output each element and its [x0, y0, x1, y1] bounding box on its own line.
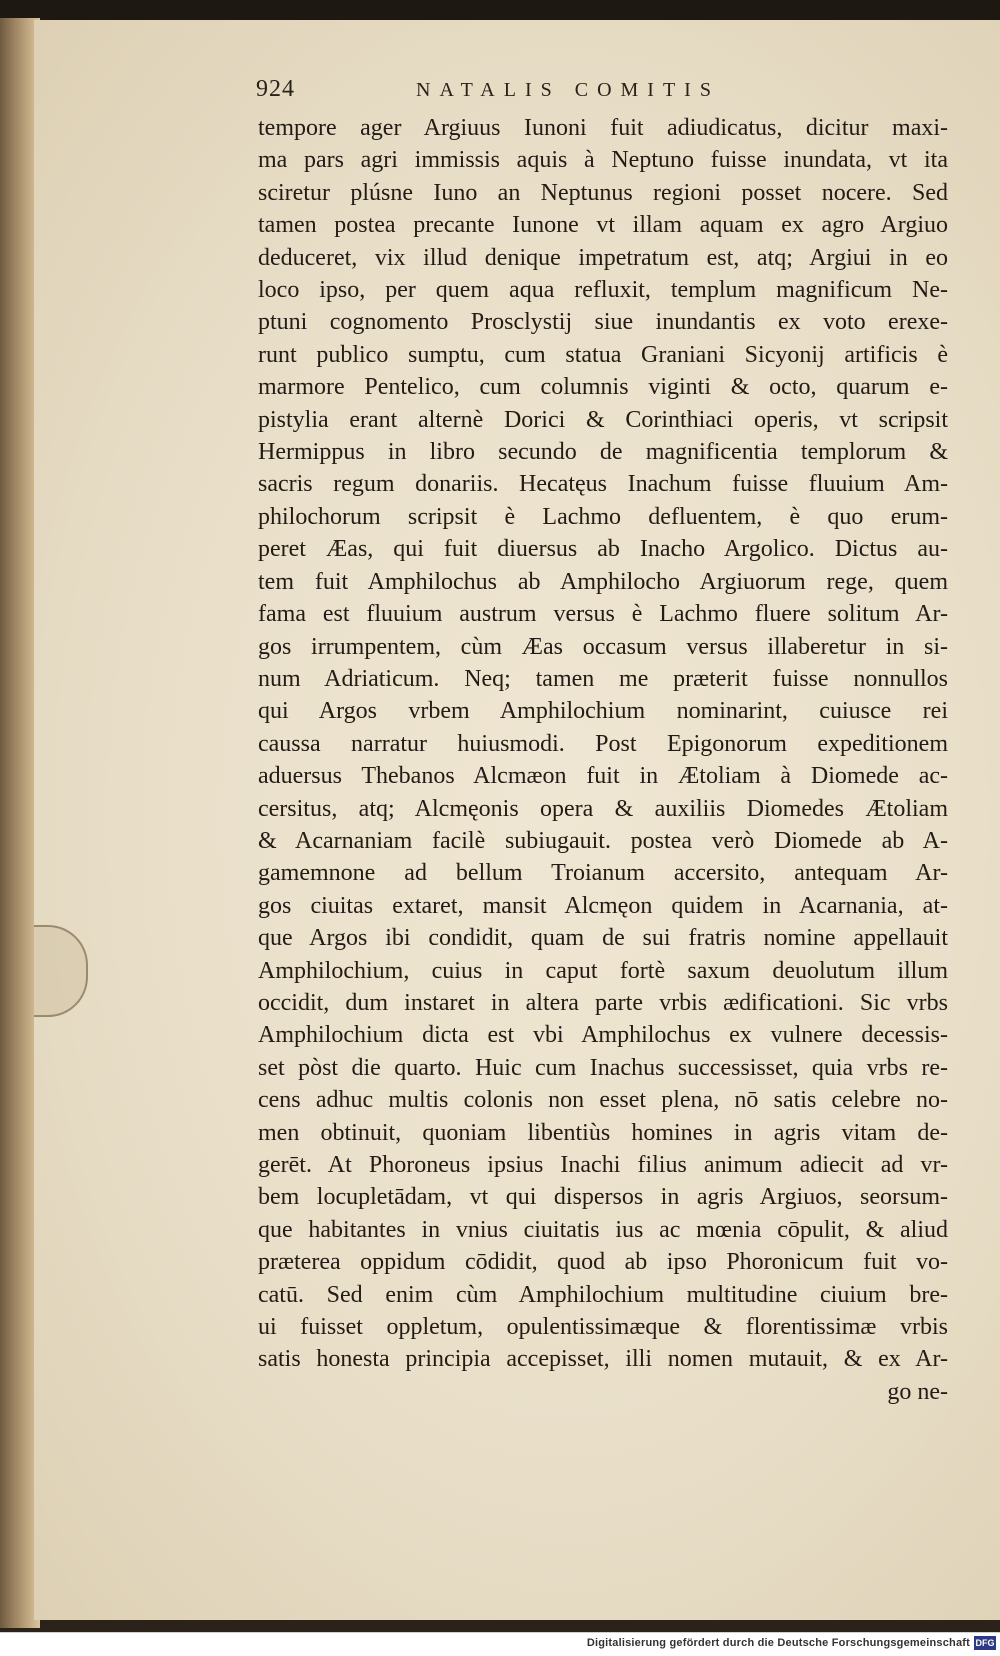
text-line: ptuni cognomento Prosclystij siue inundantis ex voto erexe-: [258, 309, 948, 336]
footer-credit: Digitalisierung gefördert durch die Deutsche Forschungsgemeinschaft: [586, 1637, 970, 1649]
dfg-logo: DFG: [975, 1638, 995, 1648]
text-line: loco ipso, per quem aqua refluxit, templum magnificum Ne-: [258, 277, 948, 304]
text-line: qui Argos vrbem Amphilochium nominarint, cuiusce rei: [258, 698, 948, 725]
text-line: gos irrumpentem, cùm Æas occasum versus illaberetur in si-: [258, 633, 948, 660]
text-line: caussa narratur huiusmodi. Post Epigonorum expeditionem: [258, 730, 948, 757]
body-text: [258, 112, 948, 1408]
text-line: & Acarnaniam facilè subiugauit. postea verò Diomede ab A-: [258, 827, 948, 854]
clasp-mark: [34, 925, 88, 1017]
text-line: satis honesta principia accepisset, illi nomen mutauit, & ex Ar-: [258, 1346, 948, 1373]
text-line: gamemnone ad bellum Troianum accersito, antequam Ar-: [258, 860, 948, 887]
text-line: catū. Sed enim cùm Amphilochium multitudine ciuium bre-: [258, 1281, 948, 1308]
catchword: go ne-: [887, 1378, 948, 1405]
text-line: que Argos ibi condidit, quam de sui fratris nomine appellauit: [258, 925, 948, 952]
text-line: marmore Pentelico, cum columnis viginti & octo, quarum e-: [258, 374, 948, 401]
text-line: ma pars agri immissis aquis à Neptuno fuisse inundata, vt ita: [258, 147, 948, 174]
text-line: gos ciuitas extaret, mansit Alcmęon quidem in Acarnania, at-: [258, 892, 948, 919]
text-line: præterea oppidum cōdidit, quod ab ipso Phoronicum fuit vo-: [258, 1249, 948, 1276]
running-title: NATALIS COMITIS: [416, 79, 720, 101]
text-line: bem locupletādam, vt qui dispersos in agris Argiuos, seorsum-: [258, 1184, 948, 1211]
text-line: deduceret, vix illud denique impetratum est, atq; Argiui in eo: [258, 244, 948, 271]
text-line: men obtinuit, quoniam libentiùs homines in agris vitam de-: [258, 1119, 948, 1146]
text-line: num Adriaticum. Neq; tamen me præterit fuisse nonnullos: [258, 665, 948, 692]
text-line: tempore ager Argiuus Iunoni fuit adiudicatus, dicitur maxi-: [258, 115, 948, 141]
folio-number: 924: [256, 76, 295, 102]
text-line: Hermippus in libro secundo de magnificentia templorum &: [258, 439, 948, 466]
text-line: peret Æas, qui fuit diuersus ab Inacho Argolico. Dictus au-: [258, 536, 948, 563]
text-line: sciretur plúsne Iuno an Neptunus regioni posset nocere. Sed: [258, 179, 948, 206]
text-line: philochorum scripsit è Lachmo defluentem, è quo erum-: [258, 503, 948, 530]
text-line: que habitantes in vnius ciuitatis ius ac mœnia cōpulit, & aliud: [258, 1216, 948, 1243]
text-line: sacris regum donariis. Hecatęus Inachum fuisse fluuium Am-: [258, 471, 948, 498]
text-line: pistylia erant alternè Dorici & Corinthiaci operis, vt scripsit: [258, 406, 948, 433]
text-line: ui fuisset oppletum, opulentissimæque & florentissimæ vrbis: [258, 1314, 948, 1341]
text-line: fama est fluuium austrum versus è Lachmo fluere solitum Ar-: [258, 601, 948, 628]
text-line: cersitus, atq; Alcmęonis opera & auxiliis Diomedes Ætoliam: [258, 795, 948, 822]
text-line: cens adhuc multis colonis non esset plena, nō satis celebre no-: [258, 1087, 948, 1114]
text-line: set pòst die quarto. Huic cum Inachus successisset, quia vrbs re-: [258, 1054, 948, 1081]
text-line: gerēt. At Phoroneus ipsius Inachi filius animum adiecit ad vr-: [258, 1152, 948, 1178]
text-line: runt publico sumptu, cum statua Graniani Sicyonij artificis è: [258, 341, 948, 368]
text-line: occidit, dum instaret in altera parte vrbis ædificationi. Sic vrbs: [258, 989, 948, 1016]
text-line: Amphilochium dicta est vbi Amphilochus ex vulnere decessis-: [258, 1022, 948, 1049]
text-line: tamen postea precante Iunone vt illam aquam ex agro Argiuo: [258, 212, 948, 239]
text-line: aduersus Thebanos Alcmæon fuit in Ætoliam à Diomede ac-: [258, 763, 948, 790]
footer-bar: [0, 1632, 1000, 1656]
text-line: Amphilochium, cuius in caput fortè saxum deuolutum illum: [258, 957, 948, 984]
text-line: tem fuit Amphilochus ab Amphilocho Argiuorum rege, quem: [258, 568, 948, 595]
